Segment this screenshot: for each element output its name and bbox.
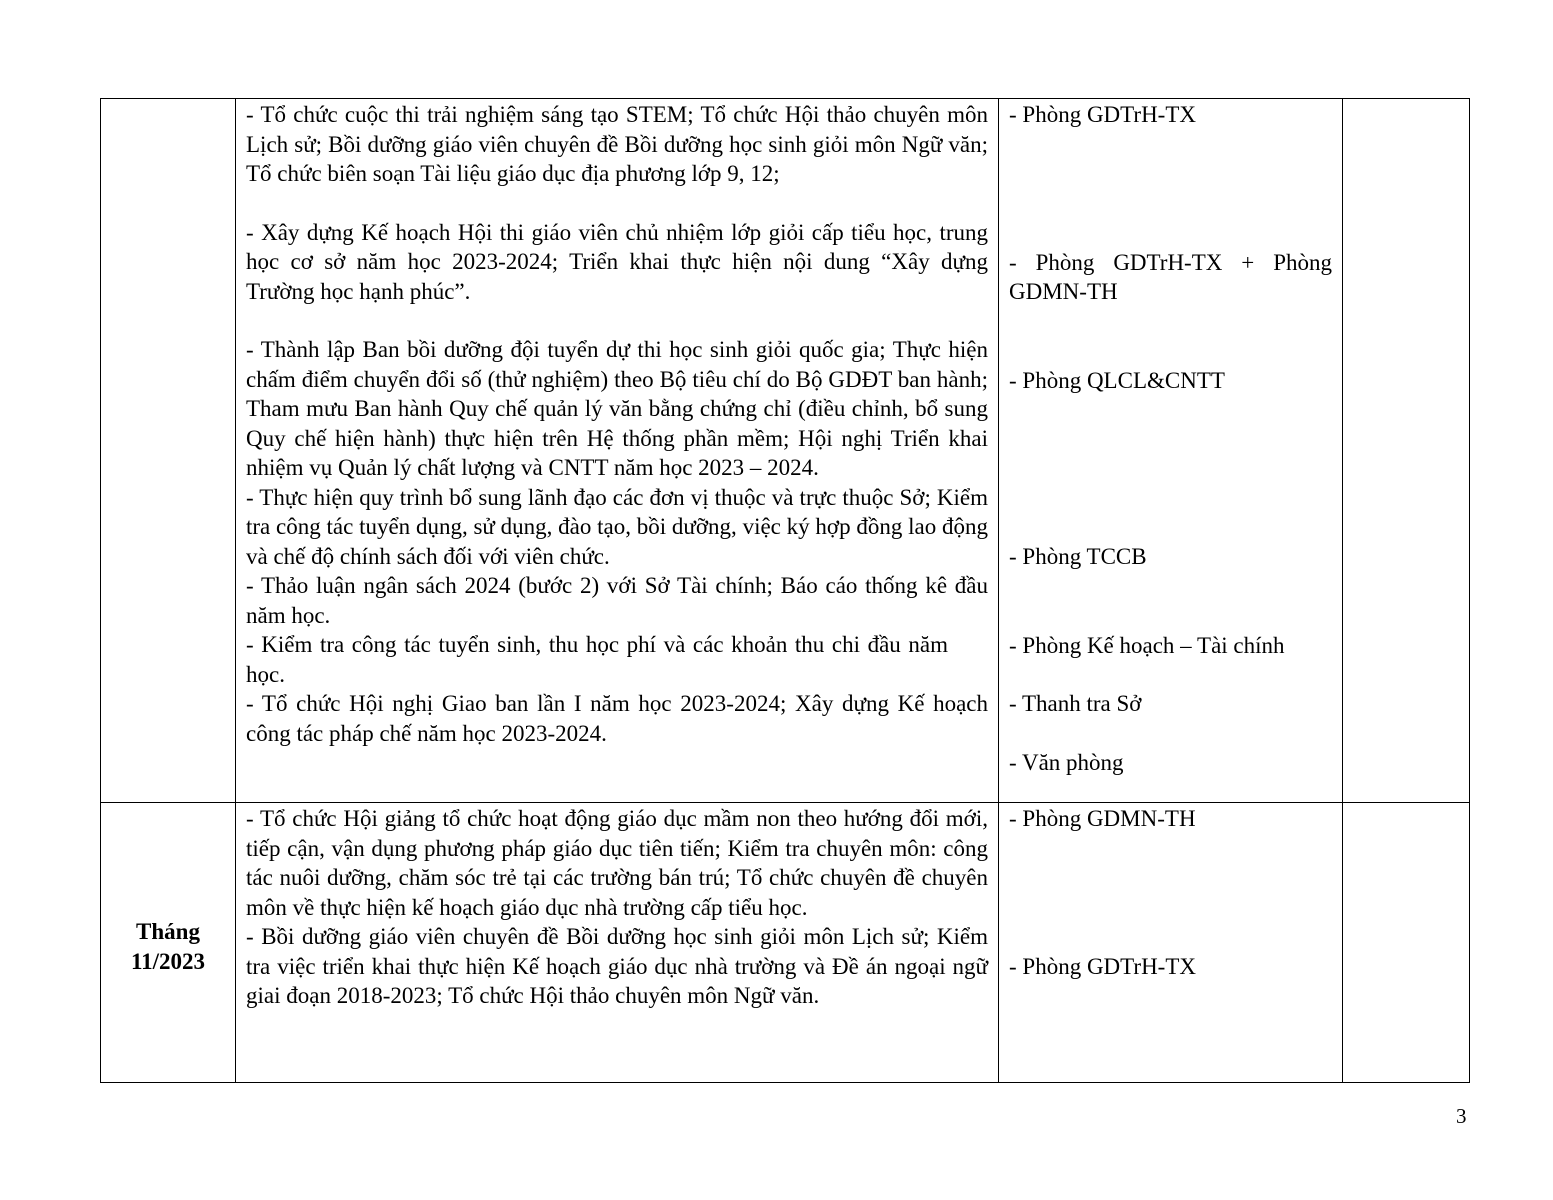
responsible-unit: - Phòng QLCL&CNTT (1009, 367, 1225, 393)
month-label: Tháng (136, 919, 200, 944)
task-item: - Tổ chức cuộc thi trải nghiệm sáng tạo STEM; Tổ chức Hội thảo chuyên môn Lịch sử; Bồi dưỡng giáo viên chuyên đề Bồi dưỡng học sinh giỏi môn Ngữ văn; Tổ chức biên soạn Tài liệu giáo dục địa phương lớp 9, 12; (246, 102, 988, 186)
tasks-cell (236, 99, 999, 803)
responsible-unit: - Phòng GDTrH-TX (1009, 102, 1196, 127)
tasks-cell (236, 803, 999, 1083)
responsible-unit: - Phòng GDMN-TH (1009, 806, 1196, 831)
responsible-unit: - Văn phòng (1009, 749, 1124, 775)
task-item: - Thành lập Ban bồi dưỡng đội tuyển dự thi học sinh giỏi quốc gia; Thực hiện chấm điểm chuyển đổi số (thử nghiệm) theo Bộ tiêu chí do Bộ GDĐT ban hành; Tham mưu Ban hành Quy chế quản lý văn bằng chứng chỉ (điều chỉnh, bổ sung Quy chế hiện hành) thực hiện trên Hệ thống phần mềm; Hội nghị Triển khai nhiệm vụ Quản lý chất lượng và CNTT năm học 2023 – 2024. (246, 337, 988, 480)
task-item: - Thực hiện quy trình bổ sung lãnh đạo các đơn vị thuộc và trực thuộc Sở; Kiểm tra công tác tuyển dụng, sử dụng, đào tạo, bồi dưỡng, việc ký hợp đồng lao động và chế độ chính sách đối với viên chức. (246, 484, 988, 569)
responsible-unit: - Phòng GDTrH-TX (1009, 953, 1196, 979)
page-number: 3 (1456, 1104, 1467, 1128)
task-item: - Kiểm tra công tác tuyển sinh, thu học phí và các khoản thu chi đầu năm học. (246, 632, 948, 687)
month-cell (101, 803, 236, 1083)
note-cell (1343, 99, 1470, 803)
activity-plan-table (100, 98, 1470, 1083)
task-item: - Thảo luận ngân sách 2024 (bước 2) với Sở Tài chính; Báo cáo thống kê đầu năm học. (246, 573, 988, 628)
note-cell (1343, 803, 1470, 1083)
task-item: - Tổ chức Hội nghị Giao ban lần I năm học 2023-2024; Xây dựng Kế hoạch công tác pháp chế năm học 2023-2024. (246, 691, 988, 746)
responsible-unit-cell (999, 803, 1343, 1083)
task-item: - Xây dựng Kế hoạch Hội thi giáo viên chủ nhiệm lớp giỏi cấp tiểu học, trung học cơ sở năm học 2023-2024; Triển khai thực hiện nội dung “Xây dựng Trường học hạnh phúc”. (246, 219, 988, 304)
month-value: 11/2023 (130, 948, 206, 974)
responsible-unit-cell (999, 99, 1343, 803)
responsible-unit: - Phòng GDTrH-TX + Phòng GDMN-TH (1009, 249, 1332, 304)
table-row (101, 99, 1470, 803)
table-row (101, 803, 1470, 1083)
responsible-unit: - Phòng Kế hoạch – Tài chính (1009, 632, 1285, 658)
task-item: - Bồi dưỡng giáo viên chuyên đề Bồi dưỡng học sinh giỏi môn Lịch sử; Kiểm tra việc triển khai thực hiện Kế hoạch giáo dục nhà trường và Đề án ngoại ngữ giai đoạn 2018-2023; Tổ chức Hội thảo chuyên môn Ngữ văn. (246, 924, 988, 1008)
responsible-unit: - Phòng TCCB (1009, 544, 1147, 569)
task-item: - Tổ chức Hội giảng tổ chức hoạt động giáo dục mầm non theo hướng đổi mới, tiếp cận, vận dụng phương pháp giáo dục tiên tiến; Kiểm tra chuyên môn: công tác nuôi dưỡng, chăm sóc trẻ tại các trường bán trú; Tổ chức chuyên đề chuyên môn về thực hiện kế hoạch giáo dục nhà trường cấp tiểu học. (246, 806, 988, 920)
responsible-unit: - Thanh tra Sở (1009, 691, 1142, 716)
month-cell (101, 99, 236, 803)
